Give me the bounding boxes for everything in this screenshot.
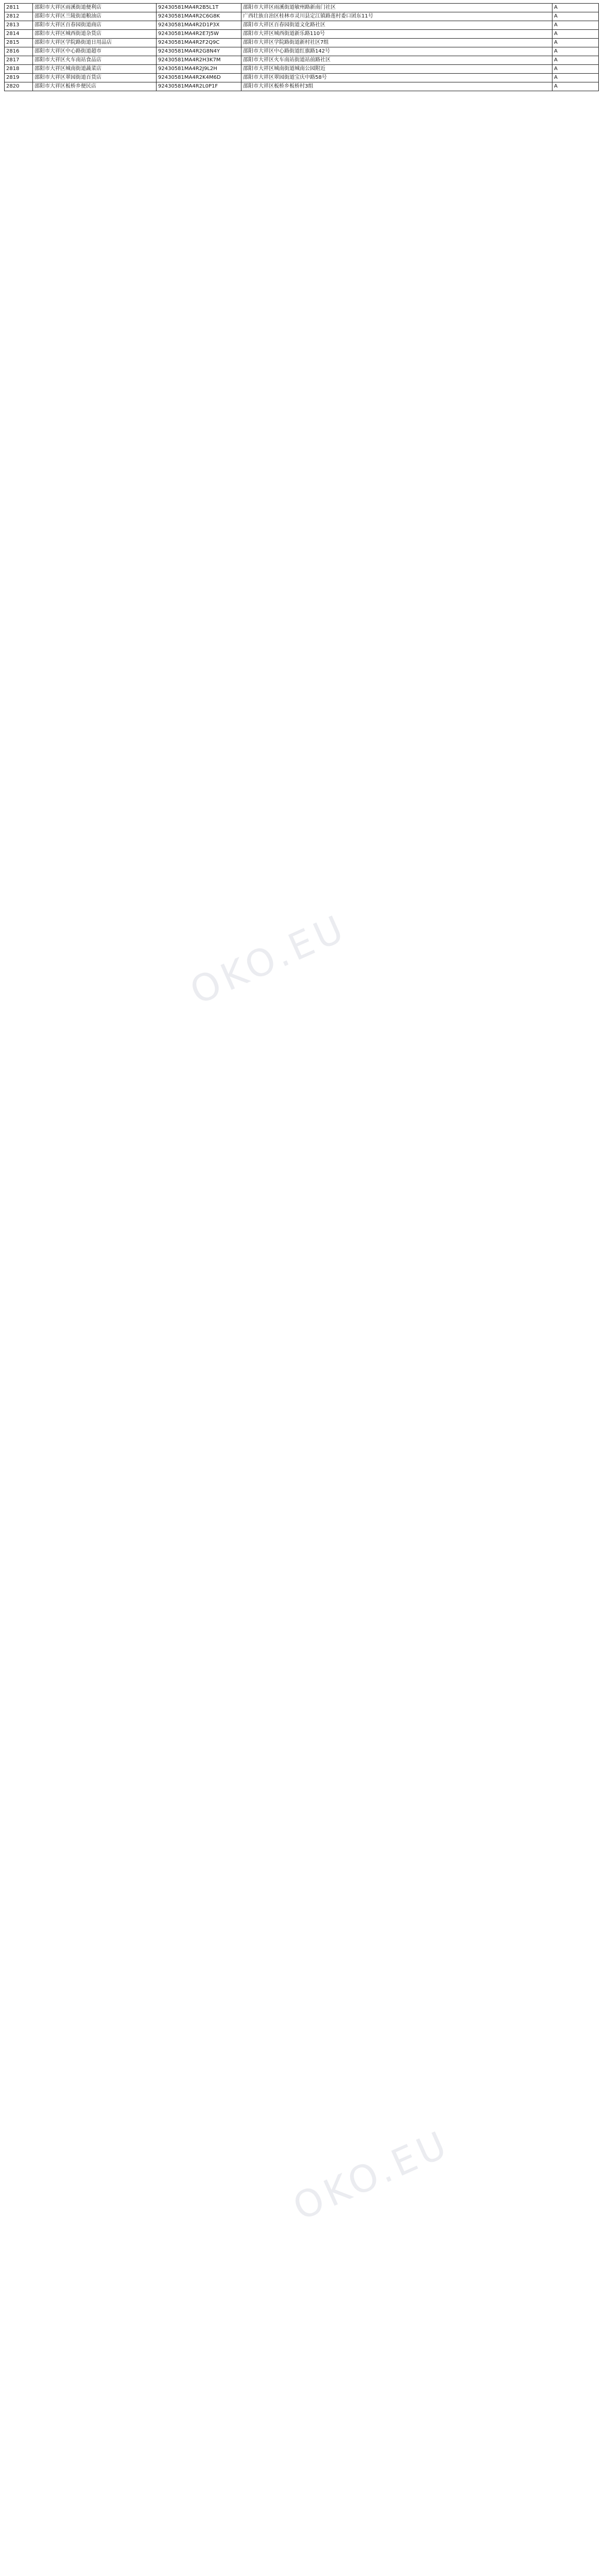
cell-business-name: 邵阳市大祥区兰陵街道粮油店 <box>33 12 157 21</box>
cell-row-number: 2820 <box>5 82 33 91</box>
cell-business-name: 邵阳市大祥区雨溪街道便利店 <box>33 4 157 12</box>
cell-grade: A <box>552 30 599 39</box>
cell-address: 邵阳市大祥区火车南站街道站前路社区 <box>241 56 552 65</box>
cell-row-number: 2819 <box>5 74 33 82</box>
cell-address: 邵阳市大祥区中心路街道红旗路142号 <box>241 47 552 56</box>
cell-grade: A <box>552 4 599 12</box>
cell-address: 邵阳市大祥区翠园街道宝庆中路58号 <box>241 74 552 82</box>
cell-credit-code: 92430581MA4R2K4M6D <box>157 74 241 82</box>
cell-business-name: 邵阳市大祥区百春园街道商店 <box>33 21 157 30</box>
cell-grade: A <box>552 47 599 56</box>
table-row <box>5 65 599 74</box>
cell-row-number: 2812 <box>5 12 33 21</box>
cell-address: 邵阳市大祥区城南街道城南公园附近 <box>241 65 552 74</box>
register-table <box>4 3 599 91</box>
cell-address: 邵阳市大祥区学院路街道新村社区7组 <box>241 39 552 47</box>
cell-grade: A <box>552 82 599 91</box>
cell-credit-code: 92430581MA4R2H3K7M <box>157 56 241 65</box>
cell-row-number: 2811 <box>5 4 33 12</box>
cell-credit-code: 92430581MA4R2C6G8K <box>157 12 241 21</box>
cell-grade: A <box>552 12 599 21</box>
table-row <box>5 12 599 21</box>
cell-address: 邵阳市大祥区百春园街道文化路社区 <box>241 21 552 30</box>
cell-grade: A <box>552 65 599 74</box>
cell-row-number: 2816 <box>5 47 33 56</box>
cell-grade: A <box>552 21 599 30</box>
cell-credit-code: 92430581MA4R2D1P3X <box>157 21 241 30</box>
cell-business-name: 邵阳市大祥区城西街道杂货店 <box>33 30 157 39</box>
cell-row-number: 2818 <box>5 65 33 74</box>
table-row <box>5 39 599 47</box>
watermark: OKO.EU <box>183 905 353 1013</box>
cell-business-name: 邵阳市大祥区翠园街道百货店 <box>33 74 157 82</box>
cell-business-name: 邵阳市大祥区板桥乡便民店 <box>33 82 157 91</box>
cell-business-name: 邵阳市大祥区中心路街道超市 <box>33 47 157 56</box>
cell-row-number: 2813 <box>5 21 33 30</box>
watermark: OKO.EU <box>286 2121 456 2229</box>
table-row <box>5 47 599 56</box>
cell-credit-code: 92430581MA4R2E7J5W <box>157 30 241 39</box>
cell-row-number: 2815 <box>5 39 33 47</box>
table-row <box>5 74 599 82</box>
cell-business-name: 邵阳市大祥区城南街道蔬菜店 <box>33 65 157 74</box>
register-table-container <box>4 3 598 91</box>
cell-credit-code: 92430581MA4R2G8N4Y <box>157 47 241 56</box>
cell-address: 邵阳市大祥区板桥乡板桥村3组 <box>241 82 552 91</box>
table-row <box>5 21 599 30</box>
cell-grade: A <box>552 39 599 47</box>
cell-address: 邵阳市大祥区雨溪街道敏州路新南门社区 <box>241 4 552 12</box>
cell-address: 广西壮族自治区桂林市灵川县定江镇路莲村委口团东11号 <box>241 12 552 21</box>
cell-row-number: 2817 <box>5 56 33 65</box>
cell-credit-code: 92430581MA4R2B5L1T <box>157 4 241 12</box>
cell-grade: A <box>552 74 599 82</box>
register-table-body <box>5 4 599 91</box>
cell-credit-code: 92430581MA4R2L0P1F <box>157 82 241 91</box>
table-row <box>5 82 599 91</box>
cell-address: 邵阳市大祥区城西街道新乐路110号 <box>241 30 552 39</box>
table-row <box>5 30 599 39</box>
cell-business-name: 邵阳市大祥区学院路街道日用品店 <box>33 39 157 47</box>
cell-credit-code: 92430581MA4R2J9L2H <box>157 65 241 74</box>
table-row <box>5 56 599 65</box>
cell-business-name: 邵阳市大祥区火车南站食品店 <box>33 56 157 65</box>
cell-grade: A <box>552 56 599 65</box>
cell-row-number: 2814 <box>5 30 33 39</box>
cell-credit-code: 92430581MA4R2F2Q9C <box>157 39 241 47</box>
table-row <box>5 4 599 12</box>
